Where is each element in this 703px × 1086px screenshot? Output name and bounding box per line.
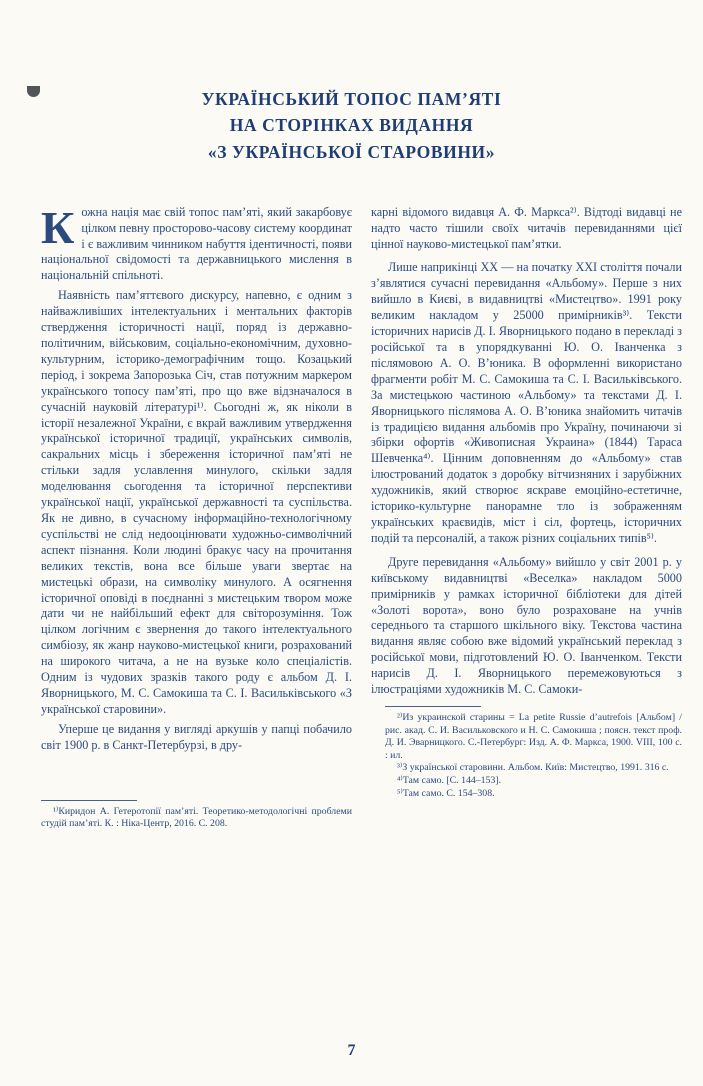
two-column-body	[41, 201, 682, 831]
footnote: ²⁾Из украинской старины = La petite Russie d’autrefois [Альбом] / рис. акад. С. И. Васильковского и Н. С. Самокиша ; поясн. текст проф. Д. И. Эварницкого. С.-Петербург: Изд. А. Ф. Маркса, 1900. VIII, 100 с. : ил.	[385, 711, 682, 761]
footnote: ³⁾З української старовини. Альбом. Київ: Мистецтво, 1991. 316 с.	[397, 762, 669, 774]
paragraph-text: ожна нація має свій топос пам’яті, який закарбовує цілком певну просторово-часову систему координат і є важливим чинником набуття ідентичності, появи національної свідомості та державницького мислення в національній спільноті.	[41, 204, 352, 283]
paragraph: Друге перевидання «Альбому» вийшло у світ 2001 р. у київському видавництві «Веселка» накладом 5000 примірників у рамках історичної бібліотеки для дітей «Золоті ворота», воно було розраховане на учнів середнього та старшого шкільного віку. Текстова частина видання являє собою вже відомий український переклад з російської мови, підготовлений Ю. О. Іванченком. Тексти нарисів Д. І. Яворницького перемежовуються з ілюстраціями художників М. С. Самоки-	[371, 554, 682, 697]
title-line-1: УКРАЇНСЬКИЙ ТОПОС ПАМ’ЯТІ	[201, 89, 502, 109]
page-number: 7	[347, 1042, 356, 1059]
footnote: ¹⁾Киридон А. Гетеротопії пам’яті. Теоретико-методологічні проблеми студій пам’яті. К. : Ніка-Центр, 2016. С. 208.	[41, 805, 352, 830]
title-line-3: «З УКРАЇНСЬКОЇ СТАРОВИНИ»	[207, 141, 496, 162]
article-title	[30, 86, 673, 165]
paragraph: карні відомого видавця А. Ф. Маркса²⁾. Відтоді видавці не надто часто тішили своїх читачів перевиданнями цієї цінної науково-мистецької пам’ятки.	[371, 204, 682, 251]
paragraph-with-dropcap	[41, 201, 352, 285]
footnote: ⁵⁾Там само. С. 154–308.	[397, 787, 495, 799]
right-footnotes	[371, 706, 682, 800]
paragraph: Наявність пам’яттєвого дискурсу, напевно, є одним з найважливіших інтелектуальних і ментальних факторів ствердження історичності нації, поряд із державно-політичним, військовим, соціально-економічним, духовно-культурним, історико-демографічним тощо. Козацький період, і зокрема Запорозька Січ, став потужним маркером українського топосу пам’яті, про що вже відзначалося в сучасній науковій літературі¹⁾. Сьогодні ж, як ніколи в історії незалежної України, є вкрай важливим утвердження української історичної традиції, українських символів, сакральних місць і збереження історичної пам’яті не стільки задля уславлення минулого, скільки задля моделювання сьогодення та історичної перспективи української нації, української державності та суспільства. Як не дивно, в сучасному інформаційно-технологічному суспільстві не слід недооцінювати художньо-символічний аспект пізнання. Коли людині бракує часу на прочитання великих текстів, вона все більше уваги звертає на мистецькі образи, на символіку минулого. А осягнення історичної оповіді в поєднанні з мистецьким твором може дати чи не найбільший ефект для світорозуміння. Тож цілком логічним є звернення до такого інтелектуального симбіозу, як жанр науково-мистецької книги, розрахований на широкого читача, а не на вузьке коло спеціалістів. Одним із чудових зразків такого роду є альбом Д. І. Яворницького, М. С. Самокиша та С. І. Васильківського «З української старовини».	[41, 288, 352, 716]
footnote-rule	[41, 800, 137, 801]
title-line-2: НА СТОРІНКАХ ВИДАННЯ	[229, 115, 474, 136]
footnote-rule	[385, 706, 481, 707]
paragraph: Уперше це видання у вигляді аркушів у папці побачило світ 1900 р. в Санкт-Петербурзі, в дру-	[41, 721, 352, 752]
left-column	[41, 201, 352, 831]
paragraph: Лише наприкінці XX — на початку XXI століття почали з’являтися сучасні перевидання «Альбому». Перше з них вийшло в Києві, в видавництві «Мистецтво». 1991 року великим накладом у 25000 примірників³⁾. Тексти історичних нарисів Д. І. Яворницького подано в перекладі з російської та в упорядкуванні Ю. О. Іванченка з післямовою А. О. В’юника. В оформленні використано фрагменти робіт М. С. Самокиша та С. І. Васильківського. За мистецькою частиною «Альбому» та текстами Д. І. Яворницького післямова А. О. В’юника знайомить читачів із традицією видання альбомів про Україну, починаючи зі збірки офортів «Живописная Украина» (1844) Тараса Шевченка⁴⁾. Цінним доповненням до «Альбому» став ілюстрований додаток з доробку вітчизняних і зарубіжних художників, який створює яскраве емоційно-естетичне, історико-культурне панорамне тло із зображенням українських краєвидів, міст і сіл, фортець, історичних подій та персоналій, а також різних соціальних типів⁵⁾.	[371, 260, 682, 545]
footnote: ⁴⁾Там само. [С. 144–153].	[397, 774, 502, 786]
drop-cap: К	[41, 201, 75, 253]
right-column	[371, 205, 682, 831]
left-footnotes	[41, 800, 352, 831]
